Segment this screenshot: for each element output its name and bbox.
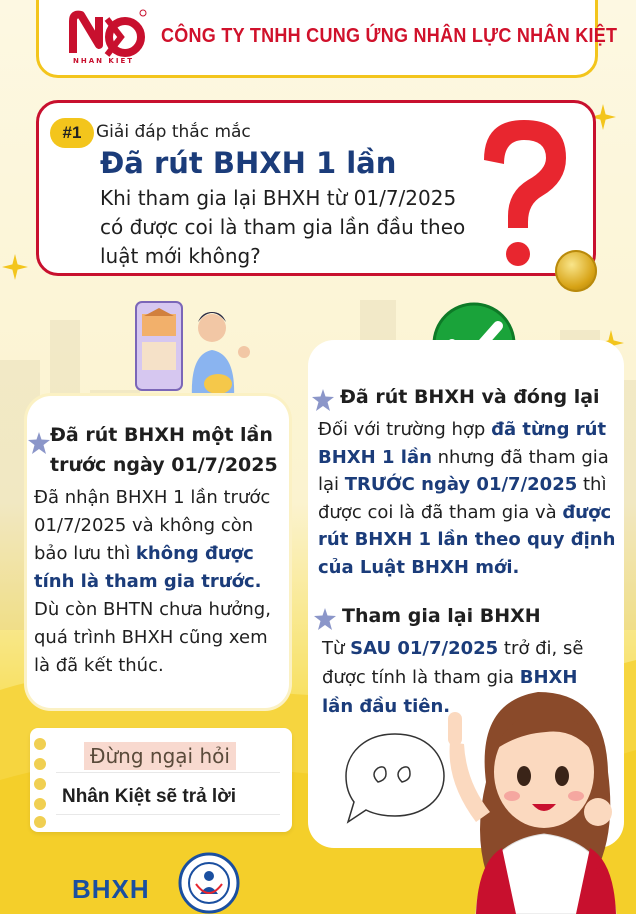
right-text: trở đi, sẽ được tính là tham gia xyxy=(322,638,584,688)
note-binding-hole xyxy=(34,778,46,790)
man-with-phone-illustration xyxy=(130,298,260,408)
right-card-heading-1: Đã rút BHXH và đóng lại xyxy=(340,386,600,408)
bhxh-logo-icon xyxy=(178,852,240,914)
header-banner xyxy=(36,0,618,78)
right-text: Từ xyxy=(322,638,351,659)
left-card-body xyxy=(34,484,284,680)
speech-bubble-icon xyxy=(340,728,450,826)
girl-pointing-illustration xyxy=(446,672,636,914)
right-card-heading-2: Tham gia lại BHXH xyxy=(342,605,541,627)
bullet-star-icon xyxy=(314,608,336,630)
right-text: thì được coi là đã tham gia và xyxy=(318,474,607,523)
note-binding-hole xyxy=(34,798,46,810)
sparkle-icon xyxy=(2,254,28,280)
note-line-1: Đừng ngại hỏi xyxy=(84,742,236,770)
note-line xyxy=(56,772,280,773)
right-highlight: được rút BHXH 1 lần theo quy định của Luật BHXH mới. xyxy=(318,501,616,578)
question-mark-icon xyxy=(462,108,586,272)
bullet-star-icon xyxy=(312,389,334,411)
note-binding-hole xyxy=(34,816,46,828)
right-text: Đối với trường hợp xyxy=(318,419,492,440)
question-title: Đã rút BHXH 1 lần xyxy=(100,146,397,180)
bhxh-footer-label: BHXH xyxy=(72,874,150,904)
left-card-highlight: không được tính là tham gia trước. xyxy=(34,543,262,592)
note-line xyxy=(56,814,280,815)
note-binding-hole xyxy=(34,738,46,750)
coin-icon xyxy=(555,250,597,292)
left-card-text: Đã nhận BHXH 1 lần trước 01/7/2025 và không còn bảo lưu thì xyxy=(34,487,271,564)
right-highlight: SAU 01/7/2025 xyxy=(350,638,499,659)
right-text: nhưng đã tham gia lại xyxy=(318,446,609,495)
left-card-heading: Đã rút BHXH một lần trước ngày 01/7/2025 xyxy=(50,424,278,476)
right-card-body-1 xyxy=(318,416,616,581)
question-body: Khi tham gia lại BHXH từ 01/7/2025 có được coi là tham gia lần đầu theo luật mới không? xyxy=(100,186,466,268)
question-number-badge: #1 xyxy=(50,118,94,148)
bullet-star-icon xyxy=(28,432,50,454)
left-card-text-2: Dù còn BHTN chưa hưởng, quá trình BHXH cũng xem là đã kết thúc. xyxy=(34,599,271,676)
right-highlight: BHXH lần đầu tiên. xyxy=(322,667,578,717)
question-tag: Giải đáp thắc mắc xyxy=(96,122,251,142)
right-highlight: đã từng rút BHXH 1 lần xyxy=(318,419,607,468)
note-binding-hole xyxy=(34,758,46,770)
company-name: CÔNG TY TNHH CUNG ỨNG NHÂN LỰC NHÂN KIỆT xyxy=(161,25,618,47)
note-line-2: Nhân Kiệt sẽ trả lời xyxy=(62,786,236,807)
right-highlight: TRƯỚC ngày 01/7/2025 xyxy=(344,474,578,495)
logo-subtext: NHAN KIET xyxy=(73,57,135,65)
